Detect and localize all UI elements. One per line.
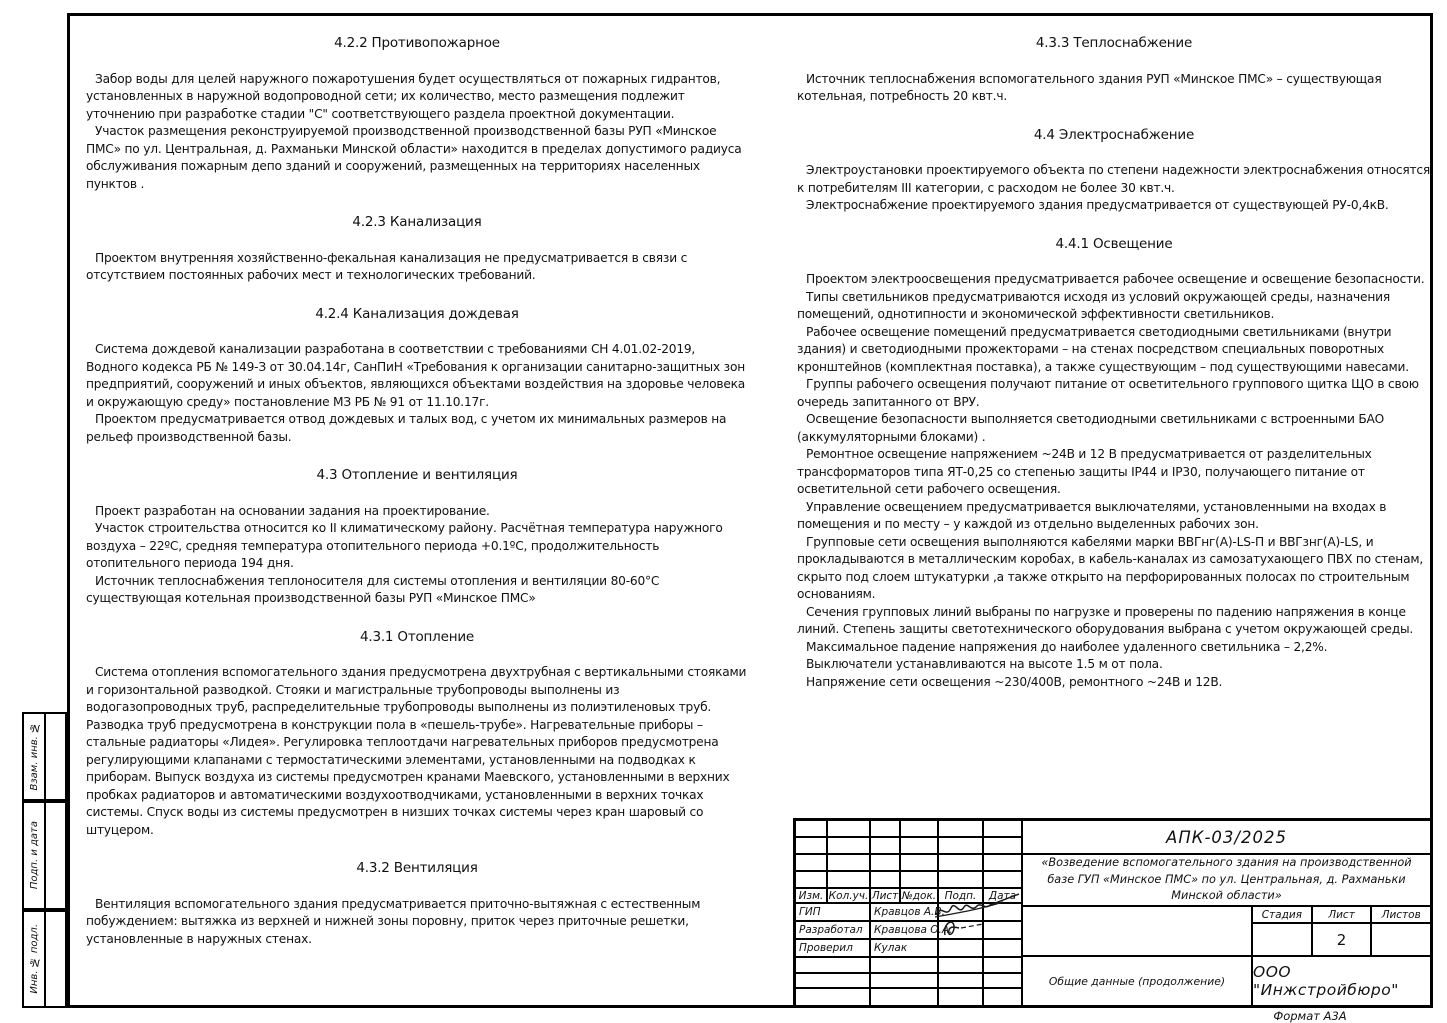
- paragraph: Групповые сети освещения выполняются кабелями марки ВВГнг(А)-LS-П и ВВГзнг(А)-LS, и прокладываются в металлическим коробах, в кабель-каналах из самозатухающего ПВХ по стенам, скрыто под слоем штукатурки ,а также открыто на перфорированных полосах по строительным основаниям.: [797, 534, 1424, 601]
- section-heading: 4.3.3 Теплоснабжение: [1035, 35, 1193, 51]
- empty-cell: [796, 838, 828, 855]
- title-block-bottom: [1023, 957, 1430, 1005]
- paragraph: Проектом электроосвещения предусматривается рабочее освещение и освещение безопасности.: [806, 272, 1425, 286]
- empty-cell: [871, 855, 901, 872]
- empty-cell: [984, 821, 1021, 838]
- revision-header-list: Лист: [871, 889, 901, 904]
- side-stamp-label-cell: [24, 803, 46, 908]
- element: [961, 924, 983, 928]
- side-stamp-vzam-inv: [22, 712, 67, 801]
- empty-cell: [796, 974, 871, 990]
- right-text-column: [797, 25, 1431, 691]
- empty-cell: [901, 855, 939, 872]
- side-stamp-label: Взам. инв. №: [28, 722, 40, 791]
- empty-cell: [939, 989, 984, 1005]
- signature-cell: [939, 904, 984, 922]
- sheet-number: 2: [1313, 924, 1373, 955]
- paragraph: Система дождевой канализации разработана в соответствии с требованиями СН 4.01.02-2019, Водного кодекса РБ № 149-З от 30.04.14г, СанПиН «Требования к организации санитарно-защитных зон предприятий, сооружений и иных объектов, являющихся объектами воздействия на здоровье человека и окружающую среду» постановление МЗ РБ № 91 от 11.10.17г.: [86, 342, 746, 409]
- empty-cell: [939, 940, 984, 958]
- revision-empty-row: [796, 855, 1021, 872]
- empty-cell: [828, 821, 871, 838]
- paragraph: Участок размещения реконструируемой производственной производственной базы РУП «Минское ПМС» по ул. Центральная, д. Рахманьки Минской области» находится в пределах допустимого радиуса обслуживания пожарным депо зданий и сооружений, размещенных на территориях населенных пунктов .: [86, 124, 742, 191]
- section-heading: 4.2.3 Канализация: [352, 214, 482, 230]
- staff-row: [796, 940, 1021, 958]
- side-stamp-label-cell: [24, 912, 46, 1006]
- empty-cell: [871, 821, 901, 838]
- empty-cell: [901, 821, 939, 838]
- side-stamp-podp-data: [22, 801, 67, 910]
- stage-value: [1253, 924, 1313, 955]
- empty-cell: [871, 872, 901, 889]
- paragraph: Электроснабжение проектируемого здания предусматривается от существующей РУ-0,4кВ.: [806, 198, 1389, 212]
- side-stamp-inv-podl: [22, 910, 67, 1008]
- empty-cell: [871, 974, 939, 990]
- staff-row: [796, 904, 1021, 922]
- empty-cell: [984, 974, 1021, 990]
- empty-cell: [984, 958, 1021, 974]
- revision-header-podp: Подп.: [939, 889, 984, 904]
- revision-table: [796, 821, 1021, 1005]
- staff-role: ГИП: [796, 904, 871, 922]
- section-heading: 4.2.4 Канализация дождевая: [315, 305, 519, 322]
- paragraph: Электроустановки проектируемого объекта по степени надежности электроснабжения относятся к потребителям III категории, с расходом не более 30 квт.ч.: [797, 163, 1431, 195]
- staff-role: Разработал: [796, 922, 871, 940]
- project-title: «Возведение вспомогательного здания на производственной базе ГУП «Минское ПМС» по ул. Центральная, д. Рахманьки Минской области»: [1023, 855, 1430, 907]
- empty-cell: [984, 922, 1021, 940]
- paragraph: Вентиляция вспомогательного здания предусматривается приточно-вытяжная с естественным побуждением: вытяжка из верхней и нижней зоны поровну, приток через приточные решетки, установленные в наружных стенах.: [86, 896, 701, 946]
- paragraph: Участок строительства относится ко II климатическому району. Расчётная температура наружного воздуха – 22ºС, средняя температура отопительного периода +0.1ºС, продолжительность отопительного периода 194 дня.: [86, 521, 723, 570]
- staff-empty-row: [796, 974, 1021, 990]
- revision-empty-row: [796, 872, 1021, 889]
- stage-header: Стадия: [1253, 907, 1313, 924]
- empty-cell: [46, 714, 65, 799]
- format-note: Формат А3А: [1273, 1009, 1347, 1023]
- revision-header-ndok: №док.: [901, 889, 939, 904]
- empty-cell: [796, 821, 828, 838]
- empty-cell: [984, 904, 1021, 922]
- empty-cell: [871, 989, 939, 1005]
- empty-cell: [939, 958, 984, 974]
- empty-cell: [1023, 907, 1253, 955]
- element: [945, 922, 959, 935]
- empty-cell: [984, 989, 1021, 1005]
- paragraph: Ремонтное освещение напряжением ~24В и 12 В предусматривается от разделительных трансформаторов типа ЯТ-0,25 со степенью защиты IP44 и IP30, получающего питание от осветительной сети рабочего освещения.: [797, 447, 1372, 496]
- revision-empty-row: [796, 838, 1021, 855]
- empty-cell: [796, 872, 828, 889]
- empty-cell: [901, 838, 939, 855]
- staff-name: Кулак: [871, 940, 939, 958]
- empty-cell: [939, 974, 984, 990]
- section-heading: 4.4 Электроснабжение: [1033, 126, 1195, 143]
- empty-cell: [871, 958, 939, 974]
- paragraph: Забор воды для целей наружного пожаротушения будет осуществляться от пожарных гидрантов, установленных в наружной водопроводной сети; их количество, место размещения подлежит уточнению при разработке стадии "С" соответствующего раздела проектной документации.: [86, 71, 721, 121]
- paragraph: Проектом внутренняя хозяйственно-фекальная канализация не предусматривается в связи с отсутствием постоянных рабочих мест и технологических требований.: [86, 250, 688, 282]
- sheet-title: Общие данные (продолжение): [1023, 957, 1253, 1005]
- title-block: [793, 818, 1433, 1008]
- title-block-right: [1021, 821, 1430, 1005]
- empty-cell: [984, 872, 1021, 889]
- empty-cell: [984, 940, 1021, 958]
- empty-cell: [828, 872, 871, 889]
- empty-cell: [939, 872, 984, 889]
- empty-cell: [901, 872, 939, 889]
- paragraph: Типы светильников предусматриваются исходя из условий окружающей среды, назначения помещений, однотипности и экономической эффективности светильников.: [797, 289, 1390, 321]
- paragraph: Рабочее освещение помещений предусматривается светодиодными светильниками (внутри здания) и светодиодными прожекторами – на стенах посредством специальных поворотных кронштейнов (комплектная поставка), а также существующим – под существующими навесами.: [797, 324, 1409, 374]
- empty-cell: [828, 838, 871, 855]
- empty-cell: [939, 838, 984, 855]
- staff-empty-row: [796, 989, 1021, 1005]
- side-stamp-label: Инв. № подл.: [28, 924, 40, 994]
- revision-header-izm: Изм.: [796, 889, 828, 904]
- section-heading: 4.2.2 Противопожарное: [334, 35, 500, 51]
- empty-cell: [984, 855, 1021, 872]
- paragraph: Группы рабочего освещения получают питание от осветительного группового щитка ЩО в свою очередь запитанного от ВРУ.: [797, 377, 1419, 409]
- empty-cell: [828, 855, 871, 872]
- empty-cell: [796, 855, 828, 872]
- signature-cell: [939, 922, 984, 940]
- paragraph: Сечения групповых линий выбраны по нагрузке и проверены по падению напряжения в конце линий. Степень защиты светотехнического оборудования выбрана с учетом окружающей среды.: [797, 604, 1414, 636]
- paragraph: Система отопления вспомогательного здания предусмотрена двухтрубная с вертикальными стояками и горизонтальной разводкой. Стояки и магистральные трубопроводы выполнены из водогазопроводных труб, распределительные трубопроводы выполнены из полиэтиленовых труб. Разводка труб предусмотрена в конструкции пола в «пешель-трубе». Нагревательные приборы – стальные радиаторы «Лидея». Регулировка теплоотдачи нагревательных приборов предусмотрена регулирующими клапанами с термостатическими элементами, установленными на подводках к приборам. Выпуск воздуха из системы предусмотрен кранами Маевского, установленными в верхних пробках радиаторов и автоматическими воздухоотводчиками, установленными в верхних точках системы. Спуск воды из системы предусмотрен в низших точках системы через кран шаровый со штуцером.: [86, 665, 747, 837]
- staff-name: Кравцов А.В.: [871, 904, 939, 922]
- staff-role: Проверил: [796, 940, 871, 958]
- revision-header-data: Дата: [984, 889, 1021, 904]
- revision-empty-row: [796, 821, 1021, 838]
- sheets-total-value: [1372, 924, 1430, 955]
- stage-table: [1253, 907, 1430, 955]
- paragraph: Освещение безопасности выполняется светодиодными светильниками с встроенными БАО (аккумуляторными блоками) .: [797, 412, 1385, 444]
- revision-header-row: [796, 889, 1021, 904]
- empty-cell: [46, 803, 65, 908]
- paragraph: Выключатели устанавливаются на высоте 1.5 м от пола.: [806, 657, 1163, 671]
- side-stamp-label-cell: [24, 714, 46, 799]
- section-heading: 4.3.1 Отопление: [359, 628, 475, 645]
- stage-values-row: [1253, 924, 1430, 955]
- sheet-header: Лист: [1313, 907, 1373, 924]
- empty-cell: [871, 838, 901, 855]
- section-heading: 4.3.2 Вентиляция: [356, 860, 478, 876]
- section-heading: 4.3 Отопление и вентиляция: [316, 467, 518, 483]
- left-text-column: [86, 25, 748, 948]
- section-heading: 4.4.1 Освещение: [1055, 235, 1173, 252]
- empty-cell: [796, 958, 871, 974]
- sheets-total-header: Листов: [1372, 907, 1430, 924]
- staff-row: [796, 922, 1021, 940]
- paragraph: Проект разработан на основании задания на проектирование.: [95, 503, 490, 518]
- side-stamp-label: Подп. и дата: [28, 821, 40, 890]
- paragraph: Источник теплоснабжения вспомогательного здания РУП «Минское ПМС» – существующая котельная, потребность 20 квт.ч.: [797, 71, 1382, 103]
- paragraph: Максимальное падение напряжения до наиболее удаленного светильника – 2,2%.: [806, 639, 1328, 654]
- revision-header-koluch: Кол.уч.: [828, 889, 871, 904]
- paragraph: Напряжение сети освещения ~230/400В, ремонтного ~24В и 12В.: [806, 674, 1223, 689]
- paragraph: Управление освещением предусматривается выключателями, установленными на входах в помещения и по месту – у каждой из отдельно выделенных рабочих зон.: [797, 499, 1387, 531]
- empty-cell: [46, 912, 65, 1006]
- document-number: АПК-03/2025: [1023, 821, 1430, 855]
- staff-empty-row: [796, 958, 1021, 974]
- staff-name: Кравцова О.А.: [871, 922, 939, 940]
- paragraph: Проектом предусматривается отвод дождевых и талых вод, с учетом их минимальных размеров на рельеф производственной базы.: [86, 412, 727, 444]
- empty-cell: [939, 855, 984, 872]
- empty-cell: [984, 838, 1021, 855]
- empty-cell: [796, 989, 871, 1005]
- title-block-middle: [1023, 907, 1430, 957]
- company-name: ООО "Инжстройбюро": [1253, 963, 1399, 999]
- empty-cell: [939, 821, 984, 838]
- paragraph: Источник теплоснабжения теплоносителя для системы отопления и вентиляции 80-60°С существующая котельная производственной базы РУП «Минское ПМС»: [86, 573, 660, 605]
- stage-header-row: [1253, 907, 1430, 924]
